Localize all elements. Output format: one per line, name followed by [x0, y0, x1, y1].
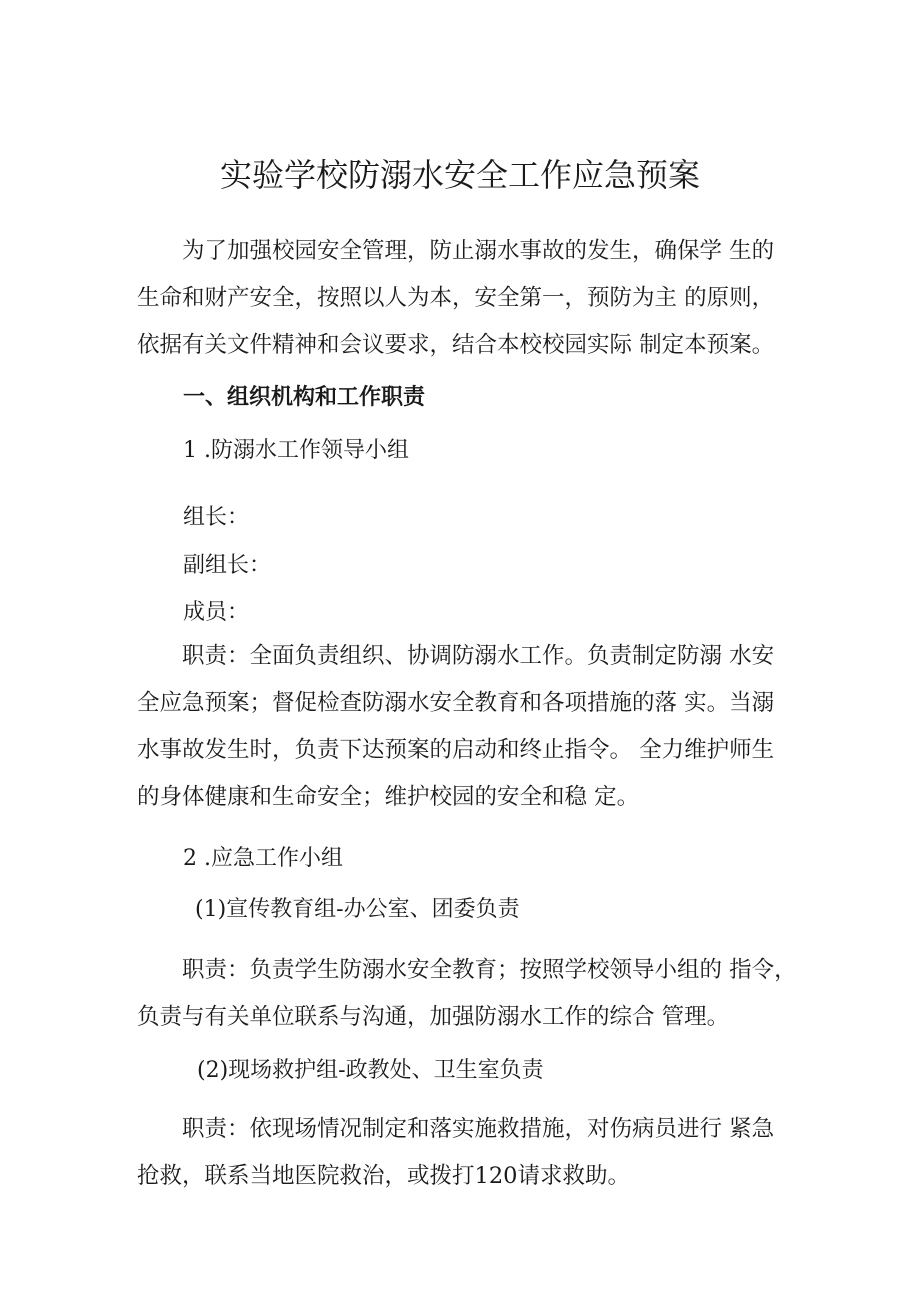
intro-paragraph [137, 228, 797, 369]
duty-line: 负责与有关单位联系与沟通，加强防溺水工作的综合 管理。 [137, 1004, 730, 1030]
subsection2-title: 2 .应急工作小组 [183, 846, 343, 871]
intro-line: 生命和财产安全，按照以人为本，安全第一，预防为主 的原则， [137, 285, 775, 311]
duty-line: 职责：负责学生防溺水安全教育；按照学校领导小组的 指令， [182, 957, 797, 983]
leader-duties-paragraph [137, 633, 797, 821]
group2-duties-paragraph [137, 1106, 797, 1200]
subsection1-title: 1 .防溺水工作领导小组 [183, 438, 409, 463]
duty-line: 水事故发生时，负责下达预案的启动和终止指令。 全力维护师生 [137, 737, 775, 763]
duty-line: 职责：依现场情况制定和落实施救措施，对伤病员进行 紧急 [182, 1116, 775, 1142]
group1-title: (1)宣传教育组-办公室、团委负责 [195, 897, 520, 922]
document-title: 实验学校防溺水安全工作应急预案 [219, 156, 700, 194]
duty-line: 的身体健康和生命安全；维护校园的安全和稳 定。 [137, 784, 640, 810]
deputy-label: 副组长： [183, 553, 272, 578]
intro-line: 依据有关文件精神和会议要求，结合本校校园实际 制定本预案。 [137, 332, 775, 358]
intro-line: 为了加强校园安全管理，防止溺水事故的发生，确保学 生的 [182, 238, 775, 264]
duty-line: 全应急预案；督促检查防溺水安全教育和各项措施的落 实。当溺 [137, 690, 775, 716]
member-label: 成员： [183, 600, 250, 625]
duty-line: 职责：全面负责组织、协调防溺水工作。负责制定防溺 水安 [182, 643, 775, 669]
duty-line: 抢救，联系当地医院救治，或拨打120请求救助。 [137, 1163, 630, 1189]
leader-label: 组长： [183, 505, 250, 530]
group2-title: (2)现场救护组-政教处、卫生室负责 [197, 1058, 544, 1083]
section1-heading: 一、组织机构和工作职责 [183, 385, 426, 410]
group1-duties-paragraph [137, 947, 797, 1041]
